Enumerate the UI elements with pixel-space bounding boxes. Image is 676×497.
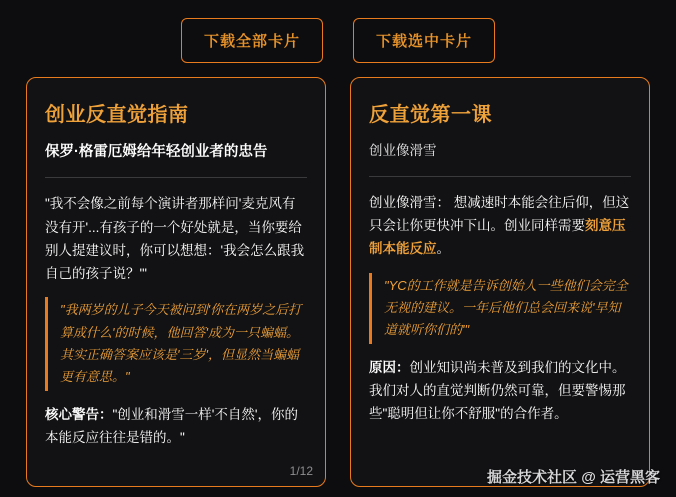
download-all-cards-button[interactable]: 下载全部卡片 [181, 18, 323, 63]
card-footer [45, 403, 307, 449]
card-footer-text: "创业和滑雪一样'不自然'，你的本能反应往往是错的。" [45, 406, 298, 445]
card-page-indicator: 1/12 [289, 464, 313, 478]
card-divider [45, 177, 307, 178]
card-title: 创业反直觉指南 [45, 104, 189, 126]
card-quote: "我两岁的儿子今天被问到'你在两岁之后打算成什么'的时候，他回答'成为一只蝙蝠。其实正确答案应该是'三岁'，但显然当蝙蝠更有意思。" [45, 297, 307, 390]
card-title: 反直觉第一课 [369, 104, 492, 126]
card-item[interactable] [26, 77, 326, 487]
watermark: 掘金技术社区 @ 运营黑客 [487, 469, 660, 486]
card-footer [369, 356, 631, 426]
card-quote: "YC的工作就是告诉创始人一些他们会完全无视的建议。一年后他们总会回来说'早知道就听你们的'" [369, 273, 631, 344]
cards-container [0, 77, 676, 487]
card-paragraph-highlight: 刻意压制本能反应 [369, 218, 626, 257]
card-footer-label: 核心警告： [45, 406, 113, 422]
card-paragraph-post: 。 [436, 241, 450, 257]
card-divider [369, 176, 631, 177]
card-paragraph-pre: 创业像滑雪： 想减速时本能会往后仰，但这只会让你更快冲下山。创业同样需要 [369, 194, 630, 234]
card-subtitle: 保罗·格雷厄姆给年轻创业者的忠告 [45, 144, 268, 160]
card-paragraph: "我不会像之前每个演讲者那样问'麦克风有没有开'...有孩子的一个好处就是，当你要给别人提建议时，你可以想想：'我会怎么跟我自己的孩子说？'" [45, 196, 305, 282]
card-item[interactable] [350, 77, 650, 487]
card-subtitle: 创业像滑雪 [369, 143, 437, 158]
card-paragraph [369, 191, 631, 261]
card-footer-text: 创业知识尚未普及到我们的文化中。我们对人的直觉判断仍然可靠，但要警惕那些"聪明但让你不舒服"的合作者。 [369, 359, 626, 422]
card-footer-label: 原因： [369, 359, 410, 375]
toolbar [0, 0, 676, 77]
download-selected-cards-button[interactable]: 下载选中卡片 [353, 18, 495, 63]
